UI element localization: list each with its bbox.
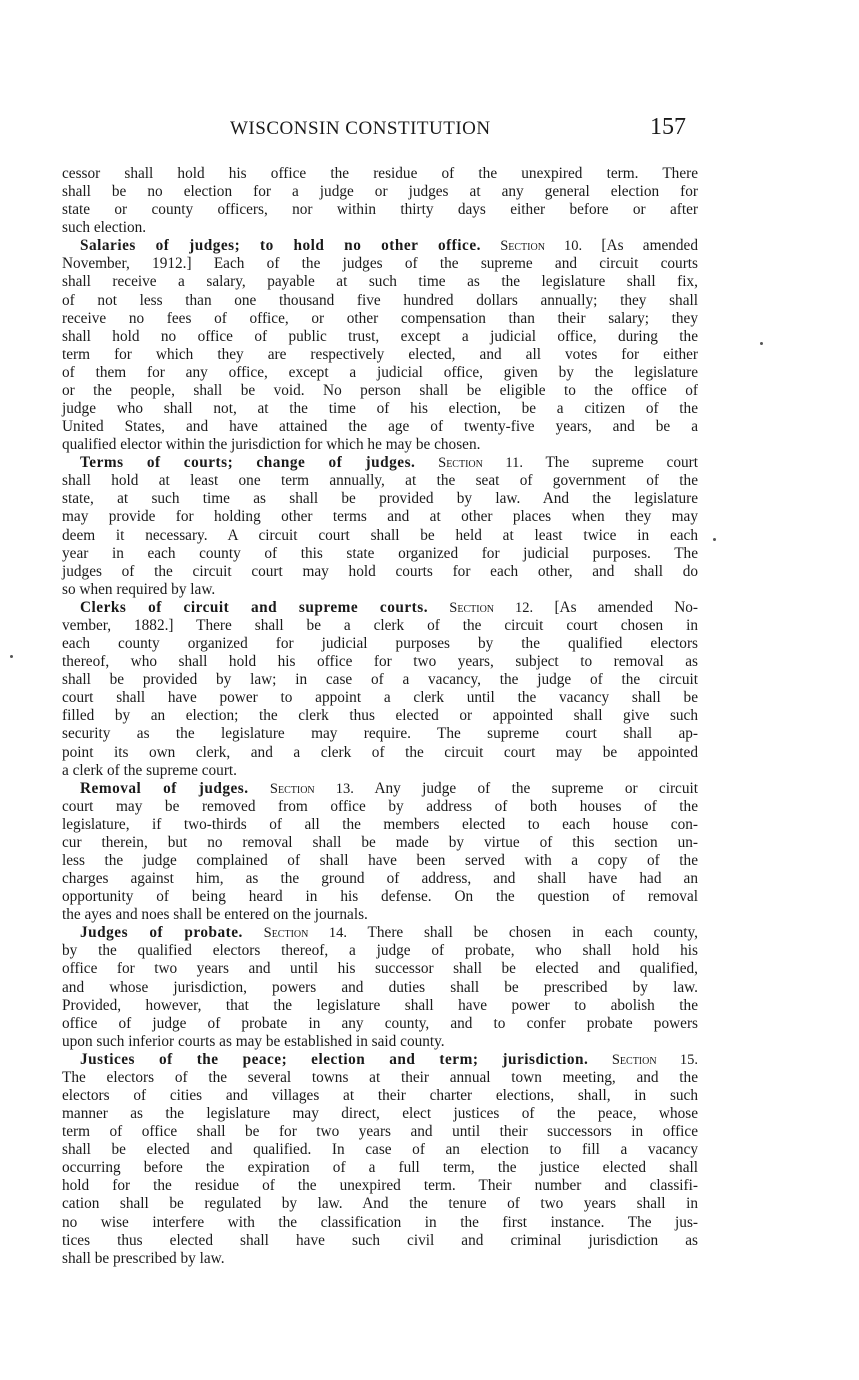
text-line: [62, 780, 698, 798]
line-text: cur therein, but no removal shall be made by virtue of this section un-: [62, 833, 698, 851]
section-heading: Justices of the peace; election and term; jurisdiction.: [80, 1050, 589, 1068]
text-line: [62, 201, 698, 219]
line-text: shall hold at least one term annually, at the seat of government of the: [62, 472, 698, 490]
text-line: [62, 960, 698, 978]
paragraph: [62, 599, 698, 780]
line-text: filled by an election; the clerk thus elected or appointed shall give such: [62, 707, 698, 725]
text-line: [62, 1250, 698, 1268]
line-text: deem it necessary. A circuit court shall be held at least twice in each: [62, 526, 698, 544]
line-text: qualified elector within the jurisdiction for which he may be chosen.: [62, 436, 481, 454]
text-line: [62, 635, 698, 653]
line-text: charges against him, as the ground of address, and shall have had an: [62, 870, 698, 888]
text-line: [62, 852, 698, 870]
line-text: shall be no election for a judge or judges at any general election for: [62, 183, 698, 201]
text-line: [62, 1069, 698, 1087]
text-line: [62, 454, 698, 472]
paragraph: [62, 454, 698, 599]
line-text: legislature, if two-thirds of all the members elected to each house con-: [62, 815, 698, 833]
text-line: [62, 292, 698, 310]
print-speck: [713, 538, 716, 541]
line-text: judge who shall not, at the time of his election, be a citizen of the: [62, 400, 698, 418]
line-text: year in each county of this state organized for judicial purposes. The: [62, 544, 698, 562]
line-text: term of office shall be for two years and until their successors in office: [62, 1123, 698, 1141]
text-line: [62, 364, 698, 382]
paragraph: [62, 1051, 698, 1268]
text-line: [62, 508, 698, 526]
text-line: [62, 563, 698, 581]
text-line: [62, 1232, 698, 1250]
line-text: There shall be chosen in each county,: [367, 924, 698, 942]
line-text: of them for any office, except a judicial office, given by the legislature: [62, 363, 698, 381]
line-text: shall be elected and qualified. In case of an election to fill a vacancy: [62, 1141, 698, 1159]
print-speck: [10, 655, 13, 658]
text-line: [62, 1141, 698, 1159]
text-line: [62, 273, 698, 291]
text-line: [62, 255, 698, 273]
line-text: or the people, shall be void. No person shall be eligible to the office of: [62, 381, 698, 399]
section-heading: Judges of probate.: [80, 924, 243, 942]
line-text: [As amended: [601, 237, 698, 255]
line-text: court may be removed from office by address of both houses of the: [62, 797, 698, 815]
text-line: [62, 400, 698, 418]
line-text: Provided, however, that the legislature shall have power to abolish the: [62, 996, 698, 1014]
line-text: office of judge of probate in any county, and to confer probate powers: [62, 1014, 698, 1032]
text-line: [62, 1177, 698, 1195]
line-text: so when required by law.: [62, 580, 216, 598]
section-heading: Terms of courts; change of judges.: [80, 454, 416, 472]
line-text: state, at such time as shall be provided by law. And the legislature: [62, 490, 698, 508]
text-line: [62, 219, 698, 237]
line-text: opportunity of being heard in his defense. On the question of removal: [62, 888, 698, 906]
running-head: WISCONSIN CONSTITUTION: [230, 118, 491, 139]
line-text: and whose jurisdiction, powers and duties shall be prescribed by law.: [62, 978, 698, 996]
text-line: [62, 744, 698, 762]
line-text: cation shall be regulated by law. And the tenure of two years shall in: [62, 1195, 698, 1213]
text-line: [62, 707, 698, 725]
line-text: November, 1912.] Each of the judges of the supreme and circuit courts: [62, 255, 698, 273]
line-text: office for two years and until his successor shall be elected and qualified,: [62, 960, 698, 978]
line-text: no wise interfere with the classification in the first instance. The jus-: [62, 1213, 698, 1231]
line-text: such election.: [62, 219, 147, 237]
text-line: [62, 599, 698, 617]
line-text: manner as the legislature may direct, elect justices of the peace, whose: [62, 1105, 698, 1123]
text-line: [62, 653, 698, 671]
line-text: upon such inferior courts as may be established in said county.: [62, 1032, 445, 1050]
line-text: tices thus elected shall have such civil and criminal jurisdiction as: [62, 1231, 698, 1249]
text-line: [62, 1087, 698, 1105]
text-line: [62, 979, 698, 997]
text-line: [62, 472, 698, 490]
line-text: United States, and have attained the age of twenty-five years, and be a: [62, 418, 698, 436]
text-line: [62, 689, 698, 707]
line-text: receive no fees of office, or other compensation than their salary; they: [62, 309, 698, 327]
article-body: [62, 165, 698, 1268]
text-line: [62, 310, 698, 328]
text-line: [62, 762, 698, 780]
text-line: [62, 725, 698, 743]
line-text: [As amended No-: [554, 598, 699, 616]
line-text: state or county officers, nor within thirty days either before or after: [62, 201, 698, 219]
paragraph: [62, 165, 698, 237]
section-number: Section 15.: [611, 1051, 698, 1068]
text-line: [62, 527, 698, 545]
text-line: [62, 581, 698, 599]
section-number: Section 10.: [500, 238, 583, 255]
text-line: [62, 997, 698, 1015]
page-number: 157: [650, 114, 686, 140]
section-number: Section 14.: [263, 925, 348, 942]
line-text: thereof, who shall hold his office for two years, subject to removal as: [62, 653, 698, 671]
line-text: The supreme court: [545, 454, 698, 472]
line-text: Any judge of the supreme or circuit: [374, 779, 698, 797]
line-text: of not less than one thousand five hundred dollars annually; they shall: [62, 291, 698, 309]
line-text: shall hold no office of public trust, except a judicial office, during the: [62, 327, 698, 345]
text-line: [62, 1195, 698, 1213]
text-line: [62, 924, 698, 942]
line-text: court shall have power to appoint a clerk until the vacancy shall be: [62, 689, 698, 707]
text-line: [62, 671, 698, 689]
text-line: [62, 942, 698, 960]
text-line: [62, 834, 698, 852]
line-text: shall be prescribed by law.: [62, 1249, 225, 1267]
text-line: [62, 870, 698, 888]
text-line: [62, 545, 698, 563]
line-text: by the qualified electors thereof, a judge of probate, who shall hold his: [62, 942, 698, 960]
text-line: [62, 328, 698, 346]
print-speck: [760, 342, 763, 345]
paragraph: [62, 237, 698, 454]
text-line: [62, 1214, 698, 1232]
page-header: [62, 114, 688, 144]
section-number: Section 11.: [438, 455, 523, 472]
paragraph: [62, 924, 698, 1051]
text-line: [62, 418, 698, 436]
text-line: [62, 1033, 698, 1051]
line-text: shall receive a salary, payable at such time as the legislature shall fix,: [62, 273, 698, 291]
line-text: each county organized for judicial purposes by the qualified electors: [62, 635, 698, 653]
text-line: [62, 1015, 698, 1033]
text-line: [62, 183, 698, 201]
line-text: a clerk of the supreme court.: [62, 761, 237, 779]
line-text: electors of cities and villages at their charter elections, shall, in such: [62, 1086, 698, 1104]
line-text: occurring before the expiration of a full term, the justice elected shall: [62, 1159, 698, 1177]
text-line: [62, 1123, 698, 1141]
paragraph: [62, 780, 698, 925]
text-line: [62, 1051, 698, 1069]
text-line: [62, 1159, 698, 1177]
text-line: [62, 906, 698, 924]
section-heading: Clerks of circuit and supreme courts.: [80, 598, 429, 616]
line-text: may provide for holding other terms and at other places when they may: [62, 508, 698, 526]
line-text: The electors of the several towns at their annual town meeting, and the: [62, 1068, 698, 1086]
line-text: point its own clerk, and a clerk of the circuit court may be appointed: [62, 743, 698, 761]
line-text: hold for the residue of the unexpired term. Their number and classifi-: [62, 1177, 698, 1195]
line-text: term for which they are respectively elected, and all votes for either: [62, 345, 698, 363]
line-text: the ayes and noes shall be entered on the journals.: [62, 906, 368, 924]
text-line: [62, 816, 698, 834]
text-line: [62, 382, 698, 400]
text-line: [62, 165, 698, 183]
line-text: cessor shall hold his office the residue of the unexpired term. There: [62, 165, 698, 182]
text-line: [62, 617, 698, 635]
section-heading: Removal of judges.: [80, 779, 249, 797]
section-number: Section 13.: [269, 780, 354, 797]
line-text: vember, 1882.] There shall be a clerk of the circuit court chosen in: [62, 616, 698, 634]
text-line: [62, 798, 698, 816]
text-line: [62, 436, 698, 454]
text-line: [62, 346, 698, 364]
text-line: [62, 1105, 698, 1123]
line-text: less the judge complained of shall have been served with a copy of the: [62, 851, 698, 869]
text-line: [62, 237, 698, 255]
section-heading: Salaries of judges; to hold no other office.: [80, 237, 481, 255]
line-text: shall be provided by law; in case of a vacancy, the judge of the circuit: [62, 671, 698, 689]
text-line: [62, 490, 698, 508]
text-line: [62, 888, 698, 906]
section-number: Section 12.: [449, 599, 534, 616]
line-text: security as the legislature may require. The supreme court shall ap-: [62, 725, 698, 743]
line-text: judges of the circuit court may hold courts for each other, and shall do: [62, 562, 698, 580]
